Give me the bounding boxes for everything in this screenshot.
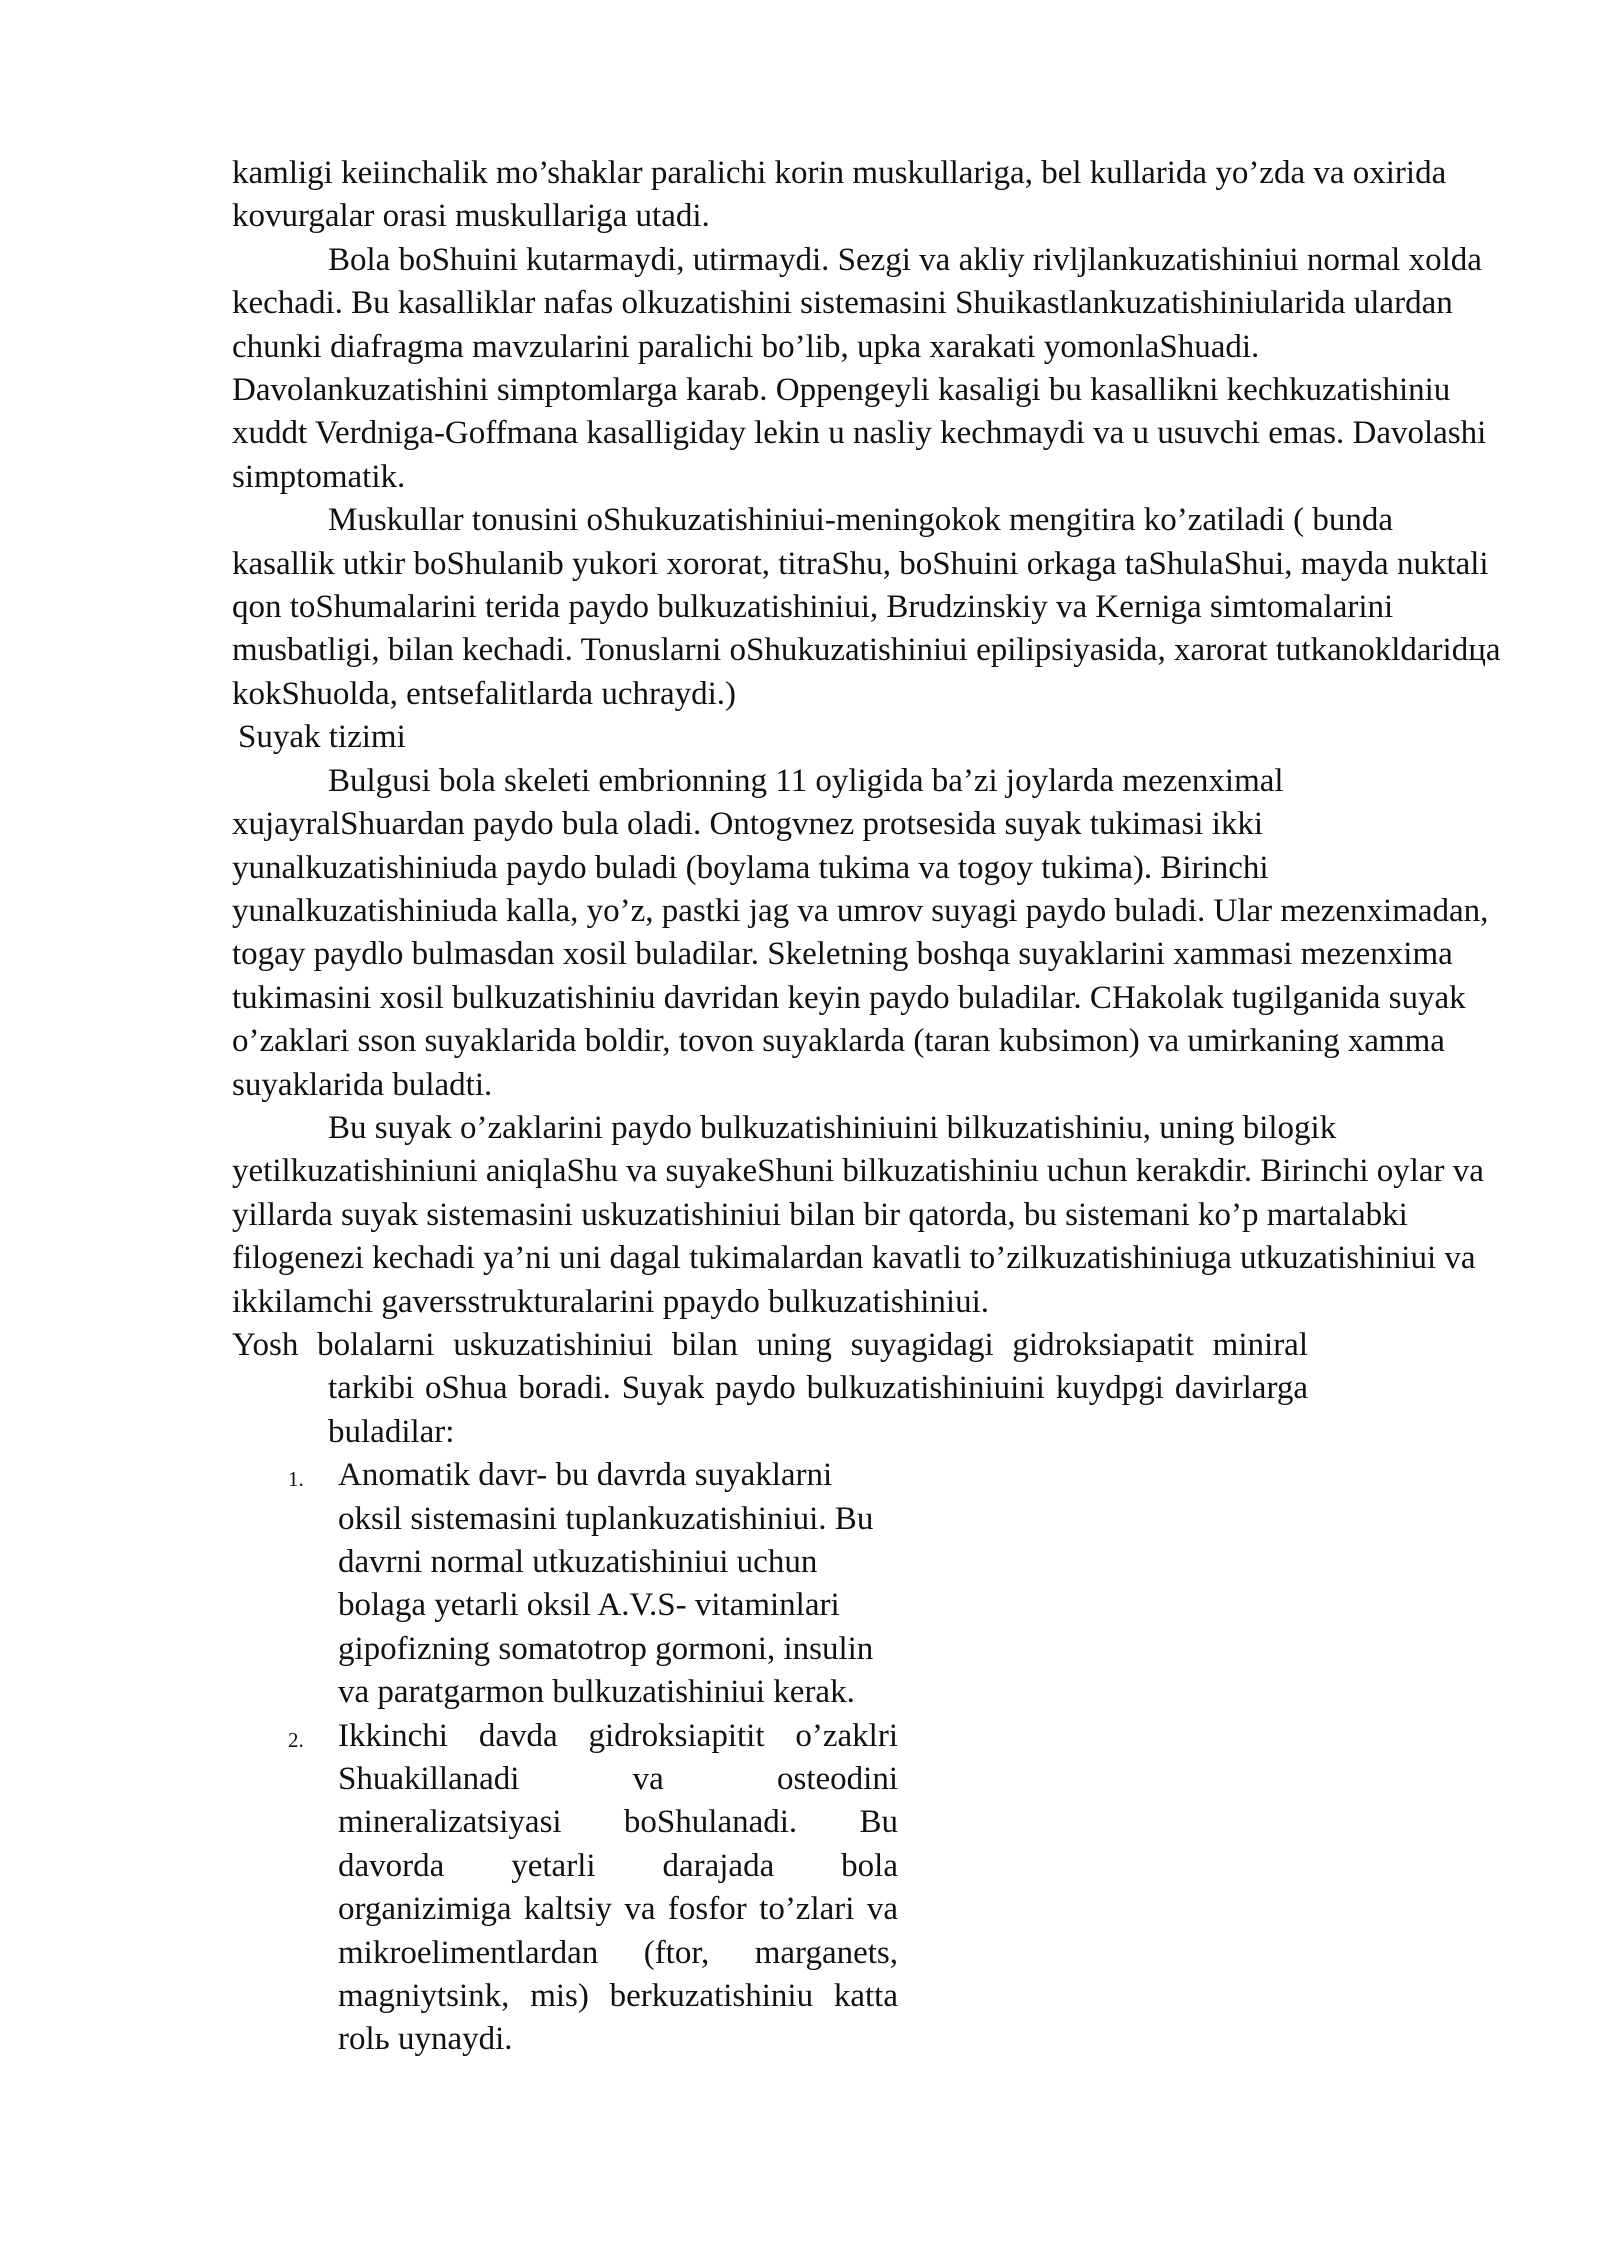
- list-item: [232, 1715, 898, 2062]
- section-heading-suyak-tizimi: Suyak tizimi: [238, 719, 406, 756]
- list-item-number: 2.: [288, 1727, 304, 1752]
- list-item-text: Anomatik davr- bu davrda suyaklarni oksil sistemasini tuplankuzatishiniui. Bu davrni normal utkuzatishiniui uchun bolaga yetarli oksil A.V.S- vitaminlari gipofizning somatotrop gormoni, insulin va paratgarmon bulkuzatishiniui kerak.: [338, 1457, 874, 1711]
- list-item: [232, 1454, 898, 1714]
- document-body: [232, 152, 1502, 2062]
- list-item-number: 1.: [288, 1467, 304, 1492]
- paragraph-yosh: Yosh bolalarni uskuzatishiniui bilan uning suyagidagi gidroksiapatit miniral tarkibi oShua boradi. Suyak paydo bulkuzatishiniuini kuydpgi davirlarga buladilar:: [232, 1326, 1308, 1450]
- paragraph-bulgusi: Bulgusi bola skeleti embrionning 11 oyligida ba’zi joylarda mezenximal xujayralShuardan paydo bula oladi. Ontogvnez protsesida suyak tukimasi ikki yunalkuzatishiniuda paydo buladi (boylama tukima va togoy tukima). Birinchi yunalkuzatishiniuda kalla, yo’z, pastki jag va umrov suyagi paydo buladi. Ular mezenximadan, togay paydlo bulmasdan xosil buladilar. Skeletning boshqa suyaklarini xammasi mezenxima tukimasini xosil bulkuzatishiniu davridan keyin paydo buladilar. CHakolak tugilganida suyak o’zaklari sson suyaklarida boldir, tovon suyaklarda (taran kubsimon) va umirkaning xamma suyaklarida buladti.: [232, 762, 1489, 1103]
- paragraph-bola: Bola boShuini kutarmaydi, utirmaydi. Sezgi va akliy rivljlankuzatishiniui normal xolda kechadi. Bu kasalliklar nafas olkuzatishini sistemasini Shuikastlankuzatishiniularida ulardan chunki diafragma mavzularini paralichi bo’lib, upka xarakati yomonlaShuadi. Davolankuzatishini simptomlarga karab. Oppengeyli kasaligi bu kasallikni kechkuzatishiniu xuddt Verdniga-Goffmana kasalligiday lekin u nasliy kechmaydi va u usuvchi emas. Davolashi simptomatik.: [232, 241, 1487, 495]
- list-item-text: Ikkinchi davda gidroksiapitit o’zaklri Shuakillanadi va osteodini mineralizatsiyasi boShulanadi. Bu davorda yetarli darajada bola organizimiga kaltsiy va fosfor to’zlari va mikroelimentlardan (ftor, marganets, magniytsink, mis) berkuzatishiniu katta rolь uynaydi.: [338, 1717, 898, 2058]
- numbered-list: [232, 1454, 1502, 2062]
- paragraph-muskullar: Muskullar tonusini oShukuzatishiniui-meningokok mengitira ko’zatiladi ( bunda kasallik utkir boShulanib yukori xororat, titraShu, boShuini orkaga taShulaShui, mayda nuktali qon toShumalarini terida paydo bulkuzatishiniui, Brudzinskiy va Kerniga simtomalarini musbatligi, bilan kechadi. Tonuslarni oShukuzatishiniui epilipsiyasida, xarorat tutkanokldaridцa kokShuolda, entsefalitlarda uchraydi.): [232, 502, 1501, 712]
- paragraph-intro: kamligi keiinchalik mo’shaklar paralichi korin muskullariga, bel kullarida yo’zda va oxirida kovurgalar orasi muskullariga utadi.: [232, 155, 1447, 235]
- paragraph-bu-suyak: Bu suyak o’zaklarini paydo bulkuzatishiniuini bilkuzatishiniu, uning bilogik yetilkuzatishiniuni aniqlaShu va suyakeShuni bilkuzatishiniu uchun kerakdir. Birinchi oylar va yillarda suyak sistemasini uskuzatishiniui bilan bir qatorda, bu sistemani ko’p martalabki filogenezi kechadi ya’ni uni dagal tukimalardan kavatli to’zilkuzatishiniuga utkuzatishiniui va ikkilamchi gaversstrukturalarini ppaydo bulkuzatishiniui.: [232, 1109, 1484, 1320]
